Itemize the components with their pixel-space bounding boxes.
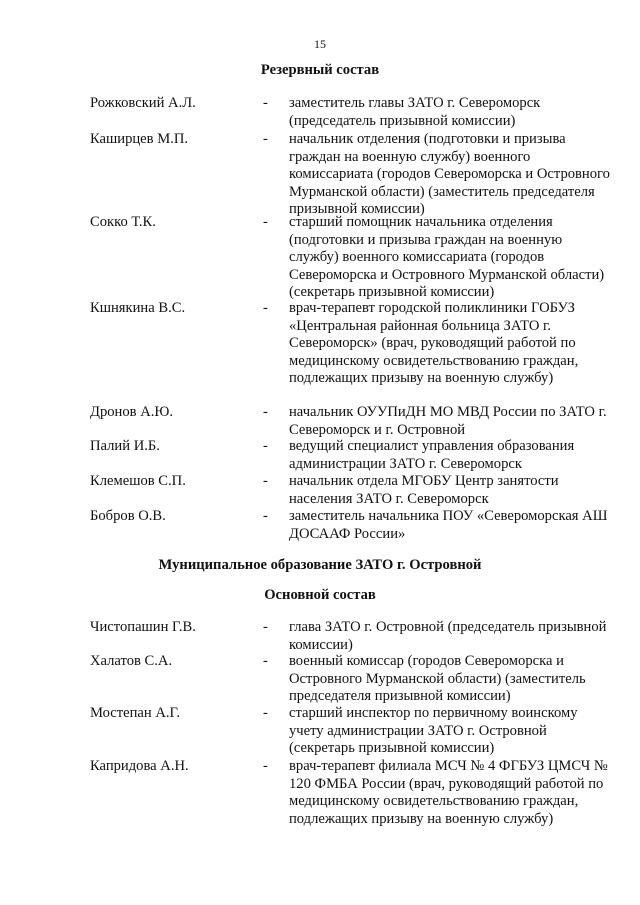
member-name: Палий И.Б. (90, 438, 160, 454)
municipality-heading: Муниципальное образование ЗАТО г. Островной (158, 557, 482, 573)
member-role: врач-терапевт городской поликлиники ГОБУЗ «Центральная районная больница ЗАТО г. Североморск» (врач, руководящий работой по медицинскому освидетельствованию граждан, подлежащих призыву на военную службу) (289, 300, 579, 387)
member-name: Рожковский А.Л. (90, 95, 196, 111)
dash: - (263, 131, 268, 147)
dash: - (263, 214, 268, 230)
dash: - (263, 404, 268, 420)
member-role: ведущий специалист управления образования администрации ЗАТО г. Североморск (289, 438, 575, 472)
dash: - (263, 653, 268, 669)
reserve-heading: Резервный состав (260, 62, 380, 78)
dash: - (263, 300, 268, 316)
main-heading: Основной состав (264, 587, 376, 603)
member-name: Кшнякина В.С. (90, 300, 186, 316)
dash: - (263, 508, 268, 524)
page-number: 15 (314, 37, 326, 51)
member-role: глава ЗАТО г. Островной (председатель призывной комиссии) (289, 619, 607, 653)
member-role: заместитель главы ЗАТО г. Североморск (председатель призывной комиссии) (289, 95, 541, 129)
member-name: Сокко Т.К. (90, 214, 156, 230)
member-name: Чистопашин Г.В. (90, 619, 196, 635)
member-role: старший помощник начальника отделения (подготовки и призыва граждан на военную службу) военного комиссариата (городов Североморска и Островного Мурманской области) (секретарь призывной комиссии) (289, 214, 605, 301)
member-role: военный комиссар (городов Североморска и Островного Мурманской области) (заместитель председателя призывной комиссии) (289, 653, 586, 705)
member-name: Бобров О.В. (90, 508, 166, 524)
member-name: Клемешов С.П. (90, 473, 186, 489)
member-name: Капридова А.Н. (90, 758, 189, 774)
member-role: начальник отдела МГОБУ Центр занятости населения ЗАТО г. Североморск (289, 473, 559, 507)
member-role: начальник отделения (подготовки и призыва граждан на военную службу) военного комиссариата (городов Североморска и Островного Мурманской области) (заместитель председателя призывной комиссии) (289, 131, 610, 218)
member-name: Каширцев М.П. (90, 131, 189, 147)
member-role: начальник ОУУПиДН МО МВД России по ЗАТО г. Североморск и г. Островной (289, 404, 607, 438)
dash: - (263, 473, 268, 489)
member-role: врач-терапевт филиала МСЧ № 4 ФГБУЗ ЦМСЧ № 120 ФМБА России (врач, руководящий работой по медицинскому освидетельствованию граждан, подлежащих призыву на военную службу) (289, 758, 608, 827)
dash: - (263, 438, 268, 454)
dash: - (263, 619, 268, 635)
member-role: старший инспектор по первичному воинскому учету администрации ЗАТО г. Островной (секретарь призывной комиссии) (289, 705, 578, 757)
member-name: Мостепан А.Г. (90, 705, 180, 721)
dash: - (263, 705, 268, 721)
dash: - (263, 95, 268, 111)
member-name: Халатов С.А. (90, 653, 173, 669)
member-name: Дронов А.Ю. (90, 404, 174, 420)
member-role: заместитель начальника ПОУ «Североморская АШ ДОСААФ России» (289, 508, 608, 542)
dash: - (263, 758, 268, 774)
